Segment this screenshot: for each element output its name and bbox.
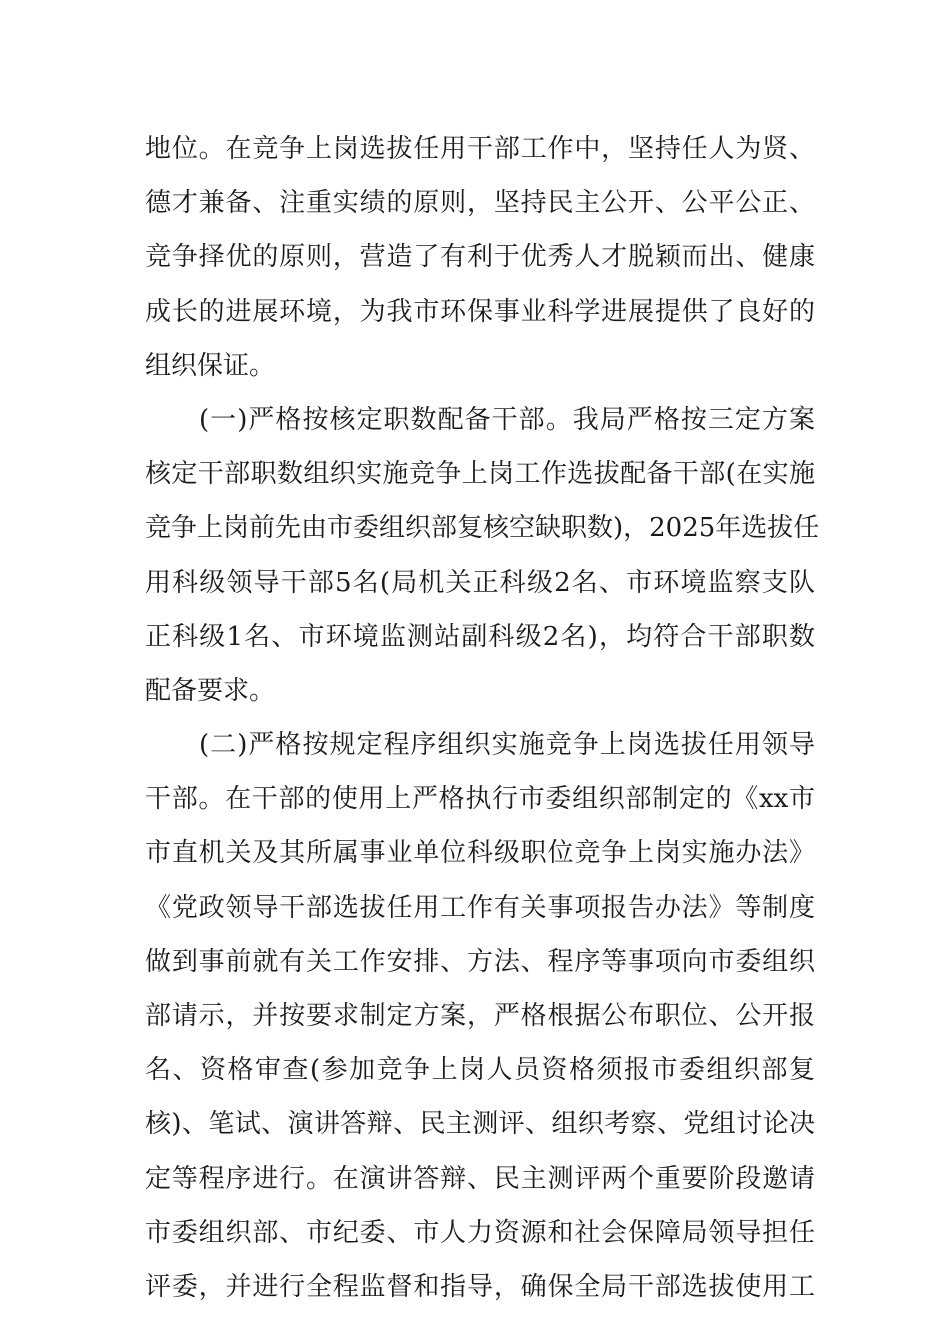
text-line: 德才兼备、注重实绩的原则，坚持民主公开、公平公正、: [145, 188, 815, 219]
text-line: 组织保证。: [145, 350, 276, 381]
text-line: 市直机关及其所属事业单位科级职位竞争上岗实施办法》: [145, 838, 815, 869]
section-heading-line: (二)严格按规定程序组织实施竞争上岗选拔任用领导: [199, 730, 815, 761]
body-text: [145, 122, 820, 1314]
text-line: 竞争择优的原则，营造了有利于优秀人才脱颖而出、健康: [145, 242, 815, 273]
text-line: 做到事前就有关工作安排、方法、程序等事项向市委组织: [145, 946, 815, 977]
text-line: 成长的进展环境，为我市环保事业科学进展提供了良好的: [145, 296, 815, 327]
text-line: 《党政领导干部选拔任用工作有关事项报告办法》等制度: [145, 892, 815, 923]
text-line: 地位。在竞争上岗选拔任用干部工作中，坚持任人为贤、: [145, 134, 815, 164]
text-line: 核)、笔试、演讲答辩、民主测评、组织考察、党组讨论决: [145, 1109, 815, 1140]
text-line: 定等程序进行。在演讲答辩、民主测评两个重要阶段邀请: [145, 1163, 815, 1194]
text-line: 名、资格审查(参加竞争上岗人员资格须报市委组织部复: [145, 1055, 815, 1086]
text-line: 核定干部职数组织实施竞争上岗工作选拔配备干部(在实施: [145, 459, 815, 490]
text-line: 配备要求。: [145, 675, 276, 706]
text-line: 评委，并进行全程监督和指导，确保全局干部选拔使用工: [145, 1271, 815, 1302]
text-line: 竞争上岗前先由市委组织部复核空缺职数)，2025年选拔任: [145, 513, 820, 544]
text-line: 干部。在干部的使用上严格执行市委组织部制定的《xx市: [145, 784, 815, 815]
text-line: 正科级1名、市环境监测站副科级2名)，均符合干部职数: [145, 621, 815, 652]
text-line: 部请示，并按要求制定方案，严格根据公布职位、公开报: [145, 1001, 815, 1031]
section-heading-line: (一)严格按核定职数配备干部。我局严格按三定方案: [199, 404, 815, 435]
text-line: 用科级领导干部5名(局机关正科级2名、市环境监察支队: [145, 567, 815, 598]
text-line: 市委组织部、市纪委、市人力资源和社会保障局领导担任: [145, 1217, 815, 1248]
